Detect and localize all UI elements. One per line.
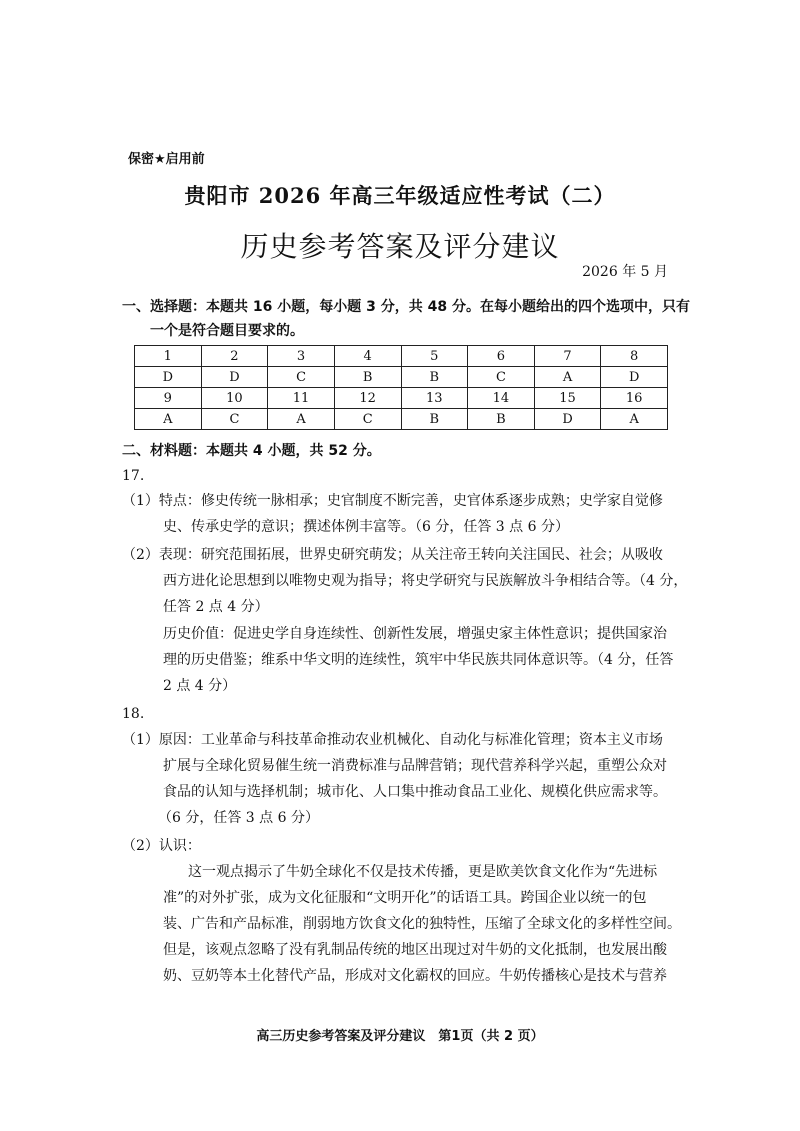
q18-line: 装、广告和产品标准，削弱地方饮食文化的独特性，压缩了全球文化的多样性空间。 (163, 916, 681, 932)
table-cell: B (401, 409, 468, 430)
document-date: 2026 年 5 月 (582, 264, 668, 280)
table-cell: C (334, 409, 401, 430)
table-cell: 7 (534, 346, 601, 367)
section2-heading: 二、材料题：本题共 4 小题，共 52 分。 (122, 443, 381, 459)
q17-line: 西方进化论思想到以唯物史观为指导；将史学研究与民族解放斗争相结合等。（4 分， (163, 573, 688, 589)
table-cell: B (401, 367, 468, 388)
table-cell: B (334, 367, 401, 388)
table-cell: 9 (135, 388, 202, 409)
table-cell: C (268, 367, 335, 388)
table-row (135, 388, 668, 409)
q18-line: （1）原因：工业革命与科技革命推动农业机械化、自动化与标准化管理；资本主义市场 (122, 732, 663, 748)
confidential-label: 保密★启用前 (128, 152, 205, 167)
q17-line: （2）表现：研究范围拓展，世界史研究萌发；从关注帝王转向关注国民、社会；从吸收 (122, 547, 663, 563)
table-cell: 11 (268, 388, 335, 409)
q17-line: 历史价值：促进史学自身连续性、创新性发展，增强史家主体性意识；提供国家治 (163, 626, 667, 642)
document-title: 历史参考答案及评分建议 (240, 230, 560, 263)
q18-line: 但是，该观点忽略了没有乳制品传统的地区出现过对牛奶的文化抵制，也发展出酸 (163, 942, 667, 958)
q17-line: 2 点 4 分） (163, 678, 237, 694)
answer-table (134, 345, 668, 430)
table-cell: 13 (401, 388, 468, 409)
table-cell: A (601, 409, 668, 430)
table-cell: 3 (268, 346, 335, 367)
table-cell: 10 (201, 388, 268, 409)
table-cell: B (468, 409, 535, 430)
section1-heading-line1: 一、选择题：本题共 16 小题，每小题 3 分，共 48 分。在每小题给出的四个选项中，只有 (122, 299, 690, 315)
table-cell: D (135, 367, 202, 388)
q18-line: 扩展与全球化贸易催生统一消费标准与品牌营销；现代营养科学兴起，重塑公众对 (163, 758, 667, 774)
q17-line: （1）特点：修史传统一脉相承；史官制度不断完善，史官体系逐步成熟；史学家自觉修 (122, 493, 663, 509)
table-row (135, 346, 668, 367)
q18-line: 食品的认知与选择机制；城市化、人口集中推动食品工业化、规模化供应需求等。 (163, 784, 667, 800)
question-17-number: 17. (122, 468, 145, 484)
table-cell: 4 (334, 346, 401, 367)
q17-line: 任答 2 点 4 分） (163, 599, 269, 615)
table-cell: 15 (534, 388, 601, 409)
page-footer: 高三历史参考答案及评分建议 第1页（共 2 页） (256, 1029, 544, 1044)
q18-line: （2）认识： (122, 838, 201, 854)
q17-line: 理的历史借鉴；维系中华文明的连续性，筑牢中华民族共同体意识等。（4 分，任答 (163, 652, 674, 668)
q18-line: 这一观点揭示了牛奶全球化不仅是技术传播，更是欧美饮食文化作为“先进标 (188, 864, 658, 880)
table-cell: 14 (468, 388, 535, 409)
table-cell: 8 (601, 346, 668, 367)
table-cell: A (268, 409, 335, 430)
table-cell: C (468, 367, 535, 388)
question-18-number: 18. (122, 706, 145, 722)
table-cell: 6 (468, 346, 535, 367)
q17-line: 史、传承史学的意识；撰述体例丰富等。（6 分，任答 3 点 6 分） (163, 519, 569, 535)
section1-heading-line2: 一个是符合题目要求的。 (150, 323, 304, 339)
q18-line: 奶、豆奶等本土化替代产品，形成对文化霸权的回应。牛奶传播核心是技术与营养 (163, 968, 667, 984)
table-cell: 2 (201, 346, 268, 367)
table-cell: 12 (334, 388, 401, 409)
table-cell: D (601, 367, 668, 388)
table-cell: 5 (401, 346, 468, 367)
exam-title: 贵阳市 2026 年高三年级适应性考试（二） (184, 183, 616, 208)
table-row (135, 409, 668, 430)
table-row (135, 367, 668, 388)
table-cell: 16 (601, 388, 668, 409)
table-cell: D (201, 367, 268, 388)
table-cell: A (135, 409, 202, 430)
q18-line: 准”的对外扩张，成为文化征服和“文明开化”的话语工具。跨国企业以统一的包 (163, 890, 647, 906)
table-cell: D (534, 409, 601, 430)
table-cell: C (201, 409, 268, 430)
q18-line: （6 分，任答 3 点 6 分） (158, 810, 319, 826)
table-cell: A (534, 367, 601, 388)
table-cell: 1 (135, 346, 202, 367)
